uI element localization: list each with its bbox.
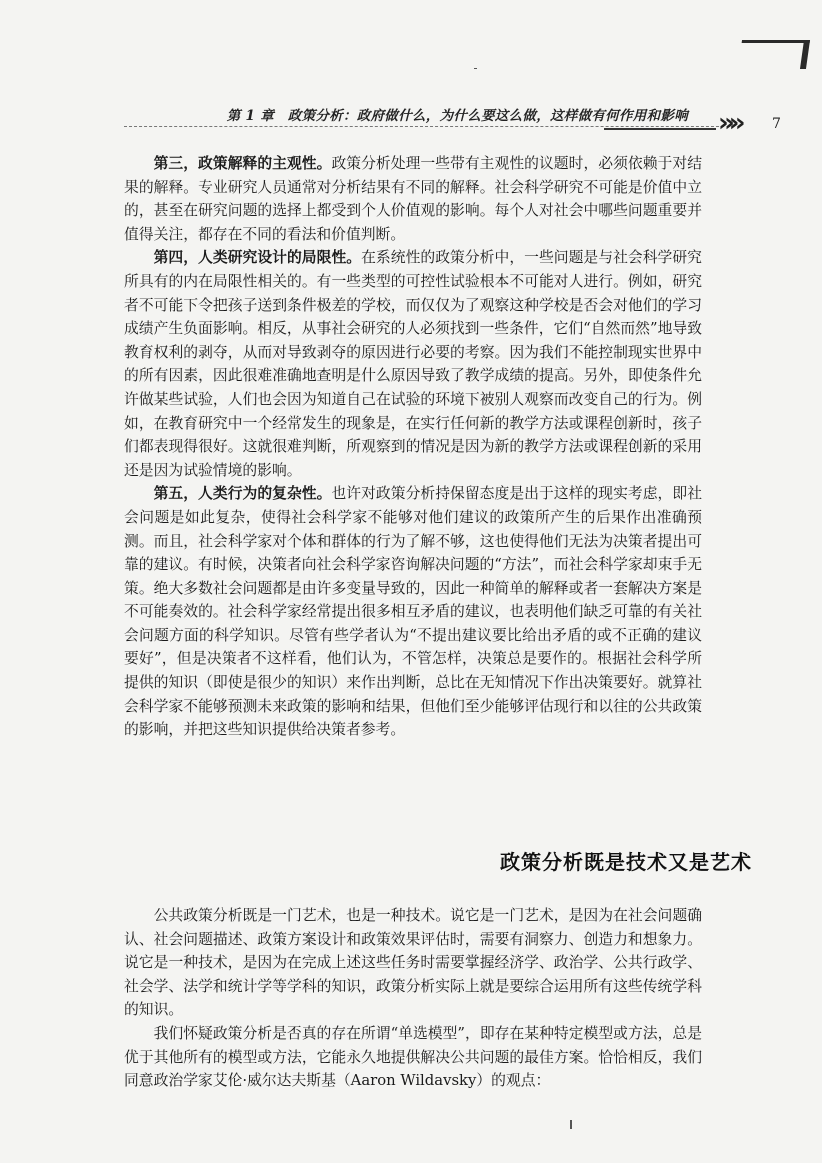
paragraph-lead: 第四，人类研究设计的局限性。	[153, 249, 362, 267]
running-header	[124, 104, 716, 130]
section-heading: 政策分析既是技术又是艺术	[500, 850, 752, 874]
paragraph-text: 也许对政策分析持保留态度是出于这样的现实考虑，即社会问题是如此复杂，使得社会科学家不能够对他们建议的政策所产生的后果作出准确预测。而且，社会科学家对个体和群体的行为了解不够，这也使得他们无法为决策者提出可靠的建议。有时候，决策者向社会科学家咨询解决问题的“方法”，而社会科学家却束手无策。绝大多数社会问题都是由许多变量导致的，因此一种简单的解释或者一套解决方案是不可能奏效的。社会科学家经常提出很多相互矛盾的建议，也表明他们缺乏可靠的有关社会问题方面的科学知识。尽管有些学者认为“不提出建议要比给出矛盾的或不正确的建议要好”，但是决策者不这样看，他们认为，不管怎样，决策总是要作的。根据社会科学所提供的知识（即使是很少的知识）来作出判断，总比在无知情况下作出决策要好。就算社会科学家不能够预测未来政策的影响和结果，但他们至少能够评估现行和以往的公共政策的影响，并把这些知识提供给决策者参考。	[124, 485, 702, 739]
header-rule	[124, 126, 724, 127]
paragraph-text: 政策分析处理一些带有主观性的议题时，必须依赖于对结果的解释。专业研究人员通常对分析结果有不同的解释。社会科学研究不可能是价值中立的，甚至在研究问题的选择上都受到个人价值观的影响。每个人对社会中哪些问题重要并值得关注，都存在不同的看法和价值判断。	[124, 155, 702, 243]
paragraph	[124, 246, 702, 482]
body-text-section	[124, 904, 702, 1093]
body-text	[124, 152, 702, 742]
paragraph-lead: 第五，人类行为的复杂性。	[153, 485, 332, 503]
paragraph-lead: 第三，政策解释的主观性。	[153, 155, 332, 172]
paragraph: 我们怀疑政策分析是否真的存在所谓“单选模型”，即存在某种特定模型或方法，总是优于其他所有的模型或方法，它能永久地提供解决公共问题的最佳方案。恰恰相反，我们同意政治学家艾伦·威尔达夫斯基（Aaron Wildavsky）的观点：	[124, 1024, 702, 1090]
paragraph	[124, 152, 702, 246]
scan-artifact	[738, 40, 810, 69]
chevrons-icon: »»	[718, 108, 740, 138]
chapter-title: 第 1 章 政策分析：政府做什么，为什么要这么做，这样做有何作用和影响	[226, 108, 688, 124]
scan-speck	[570, 1120, 572, 1129]
paragraph: 公共政策分析既是一门艺术，也是一种技术。说它是一门艺术，是因为在社会问题确认、社会问题描述、政策方案设计和政策效果评估时，需要有洞察力、创造力和想象力。说它是一种技术，是因为在完成上述这些任务时需要掌握经济学、政治学、公共行政学、社会学、法学和统计学等学科的知识，政策分析实际上就是要综合运用所有这些传统学科的知识。	[124, 907, 702, 1019]
paragraph-text: 在系统性的政策分析中，一些问题是与社会科学研究所具有的内在局限性相关的。有一些类型的可控性试验根本不可能对人进行。例如，研究者不可能下令把孩子送到条件极差的学校，而仅仅为了观察这种学校是否会对他们的学习成绩产生负面影响。相反，从事社会研究的人必须找到一些条件，它们“自然而然”地导致教育权利的剥夺，从而对导致剥夺的原因进行必要的考察。因为我们不能控制现实世界中的所有因素，因此很难准确地查明是什么原因导致了教学成绩的提高。另外，即使条件允许做某些试验，人们也会因为知道自己在试验的环境下被别人观察而改变自己的行为。例如，在教育研究中一个经常发生的现象是，在实行任何新的教学方法或课程创新时，孩子们都表现得很好。这就很难判断，所观察到的情况是因为新的教学方法或课程创新的采用还是因为试验情境的影响。	[124, 249, 702, 479]
header-rule-bold	[604, 128, 716, 130]
paragraph	[124, 482, 702, 742]
scan-speck	[474, 68, 477, 69]
page-number: 7	[772, 116, 781, 132]
